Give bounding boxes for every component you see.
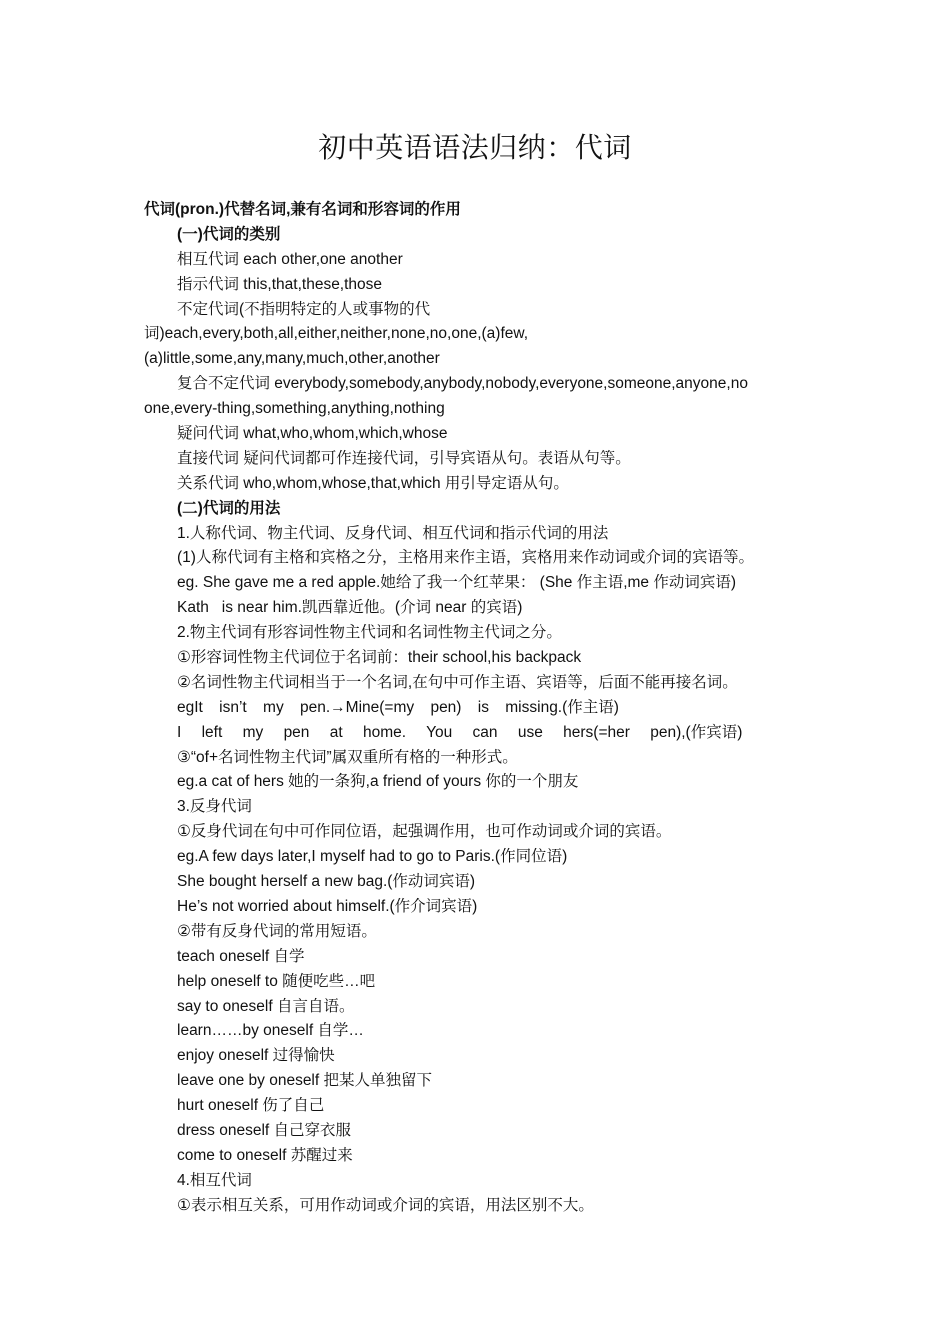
text-line: 相互代词 each other,one another bbox=[177, 250, 403, 268]
section-heading-types: (一)代词的类别 bbox=[177, 225, 281, 243]
phrase-line: come to oneself 苏醒过来 bbox=[177, 1146, 353, 1164]
text-line: Kath is near him.凯西靠近他。(介词 near 的宾语) bbox=[177, 599, 523, 617]
text-line: (1)人称代词有主格和宾格之分，主格用来作主语，宾格用来作动词或介词的宾语等。 bbox=[177, 549, 754, 567]
text-line: ③“of+名词性物主代词”属双重所有格的一种形式。 bbox=[177, 748, 518, 766]
text-line: one,every-thing,something,anything,nothing bbox=[144, 400, 445, 418]
text-line: ①反身代词在句中可作同位语，起强调作用，也可作动词或介词的宾语。 bbox=[177, 823, 672, 841]
text-line: ①形容词性物主代词位于名词前：their school,his backpack bbox=[177, 649, 582, 667]
phrase-line: enjoy oneself 过得愉快 bbox=[177, 1047, 335, 1065]
text-line: 3.反身代词 bbox=[177, 798, 252, 816]
document-body bbox=[144, 198, 804, 1219]
text-line: (a)little,some,any,many,much,other,another bbox=[144, 350, 440, 368]
text-line: ②带有反身代词的常用短语。 bbox=[177, 922, 377, 940]
text-line: egIt isn’t my pen.→Mine(=my pen) is missing.(作主语) bbox=[177, 698, 619, 716]
phrase-line: learn……by oneself 自学… bbox=[177, 1022, 364, 1040]
text-line: 指示代词 this,that,these,those bbox=[177, 275, 383, 293]
text-line: eg.a cat of hers 她的一条狗,a friend of yours 你的一个朋友 bbox=[177, 773, 579, 791]
phrase-line: dress oneself 自己穿衣服 bbox=[177, 1121, 351, 1139]
text-line: 复合不定代词 everybody,somebody,anybody,nobody,everyone,someone,anyone,no bbox=[177, 375, 748, 393]
phrase-line: help oneself to 随便吃些…吧 bbox=[177, 972, 376, 990]
section-heading-usage: (二)代词的用法 bbox=[177, 499, 281, 517]
text-line: 1.人称代词、物主代词、反身代词、相互代词和指示代词的用法 bbox=[177, 524, 609, 542]
text-line: ②名词性物主代词相当于一个名词,在句中可作主语、宾语等，后面不能再接名词。 bbox=[177, 673, 738, 691]
phrase-line: say to oneself 自言自语。 bbox=[177, 997, 355, 1015]
phrase-line: teach oneself 自学 bbox=[177, 947, 305, 965]
text-line: I left my pen at home. You can use hers(=her pen),(作宾语) bbox=[177, 723, 743, 741]
text-line: 疑问代词 what,who,whom,which,whose bbox=[177, 425, 448, 443]
text-line: 2.物主代词有形容词性物主代词和名词性物主代词之分。 bbox=[177, 624, 562, 642]
text-line: 直接代词 疑问代词都可作连接代词，引导宾语从句。表语从句等。 bbox=[177, 449, 631, 467]
text-line: ①表示相互关系，可用作动词或介词的宾语，用法区别不大。 bbox=[177, 1196, 594, 1214]
text-line: eg. She gave me a red apple.她给了我一个红苹果： (She 作主语,me 作动词宾语) bbox=[177, 574, 737, 592]
text-line: She bought herself a new bag.(作动词宾语) bbox=[177, 873, 476, 891]
text-line: He’s not worried about himself.(作介词宾语) bbox=[177, 897, 478, 915]
intro-heading: 代词(pron.)代替名词,兼有名词和形容词的作用 bbox=[144, 201, 461, 218]
phrase-line: leave one by oneself 把某人单独留下 bbox=[177, 1072, 432, 1090]
text-line: eg.A few days later,I myself had to go to Paris.(作同位语) bbox=[177, 848, 568, 866]
text-line: 不定代词(不指明特定的人或事物的代 bbox=[177, 300, 431, 318]
page-title: 初中英语语法归纳：代词 bbox=[318, 132, 632, 163]
text-line: 4.相互代词 bbox=[177, 1171, 252, 1189]
text-line: 词)each,every,both,all,either,neither,none,no,one,(a)few, bbox=[144, 325, 529, 343]
phrase-line: hurt oneself 伤了自己 bbox=[177, 1097, 325, 1115]
text-line: 关系代词 who,whom,whose,that,which 用引导定语从句。 bbox=[177, 474, 569, 492]
